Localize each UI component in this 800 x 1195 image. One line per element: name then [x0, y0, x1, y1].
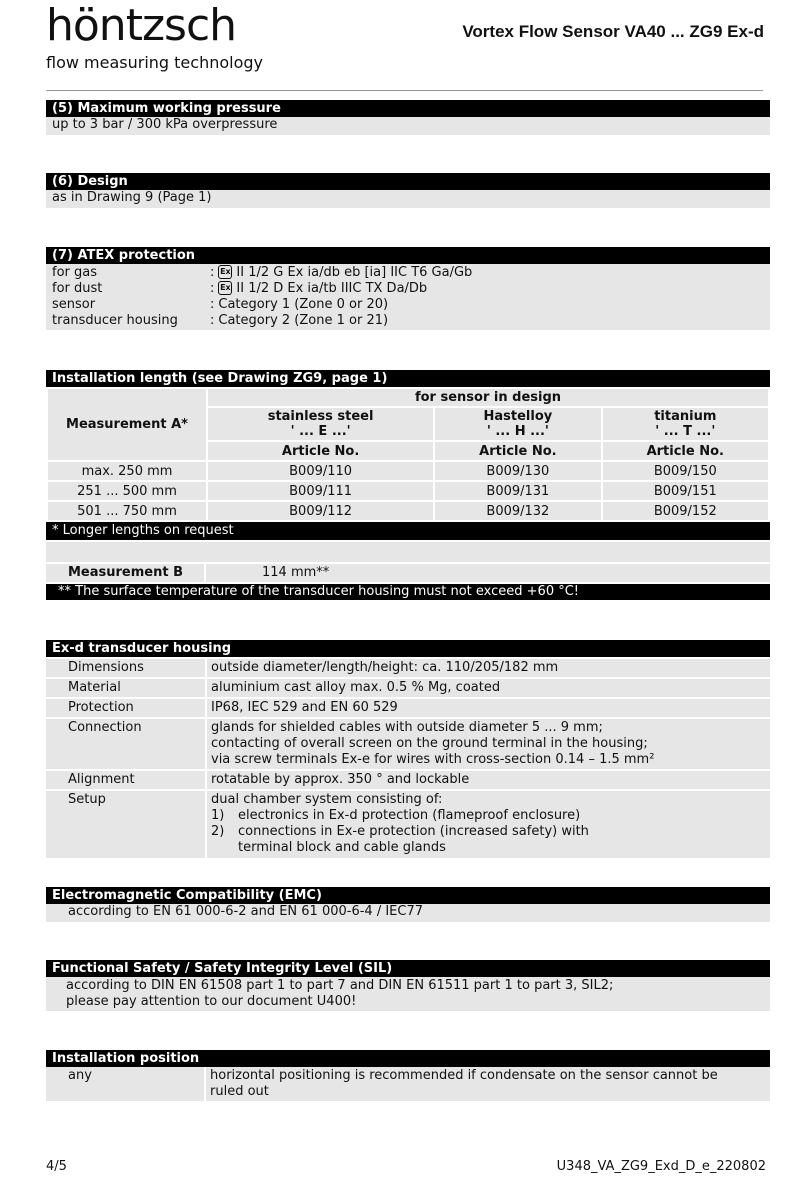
measurement-b-value: 114 mm**	[262, 565, 330, 580]
section-title: (6) Design	[46, 173, 770, 190]
atex-key: sensor	[52, 297, 96, 312]
design-header-steel	[207, 407, 434, 441]
setup-item	[211, 808, 770, 824]
article-no-header: Article No.	[207, 441, 434, 461]
position-line: horizontal positioning is recommended if condensate on the sensor cannot be	[210, 1068, 718, 1083]
atex-row-gas	[52, 265, 770, 281]
design-name: Hastelloy	[483, 409, 553, 424]
atex-value: Category 1 (Zone 0 or 20)	[218, 297, 389, 312]
property-key: any	[46, 1067, 206, 1101]
measurement-b-row	[46, 564, 770, 582]
atex-key: for gas	[52, 265, 97, 280]
design-group-header: for sensor in design	[207, 388, 769, 407]
article-no-header: Article No.	[434, 441, 601, 461]
design-name: stainless steel	[267, 409, 374, 424]
property-key: Alignment	[46, 770, 206, 790]
article-number: B009/111	[207, 481, 434, 501]
table-row	[46, 698, 770, 718]
section-title: (7) ATEX protection	[46, 247, 770, 264]
setup-item-text: terminal block and cable glands	[238, 840, 446, 855]
property-value: rotatable by approx. 350 ° and lockable	[206, 770, 770, 790]
article-number: B009/152	[602, 501, 769, 521]
table-row	[46, 678, 770, 698]
design-name: titanium	[654, 409, 717, 424]
article-number: B009/130	[434, 461, 601, 481]
table-row	[47, 461, 769, 481]
section-installation-position	[46, 1050, 770, 1101]
article-number: B009/110	[207, 461, 434, 481]
atex-row-sensor	[52, 297, 770, 313]
section-design	[46, 173, 770, 208]
article-number: B009/150	[602, 461, 769, 481]
property-key: Protection	[46, 698, 206, 718]
article-number: B009/132	[434, 501, 601, 521]
position-line: ruled out	[210, 1084, 269, 1099]
section-text: according to EN 61 000-6-2 and EN 61 000-6-4 / IEC77	[46, 904, 770, 922]
property-value	[206, 790, 770, 858]
section-transducer-housing	[46, 640, 770, 858]
design-header-hastelloy	[434, 407, 601, 441]
setup-intro: dual chamber system consisting of:	[211, 792, 443, 807]
property-value: outside diameter/length/height: ca. 110/205/182 mm	[206, 658, 770, 678]
surface-temperature-note: ** The surface temperature of the transducer housing must not exceed +60 °C!	[46, 584, 770, 600]
section-title: Electromagnetic Compatibility (EMC)	[46, 887, 770, 904]
document-id: U348_VA_ZG9_Exd_D_e_220802	[556, 1159, 766, 1174]
atex-sep: :	[210, 313, 215, 328]
section-title: Ex-d transducer housing	[46, 640, 770, 657]
section-text	[46, 977, 770, 1011]
table-row	[46, 718, 770, 770]
header-divider	[46, 90, 763, 91]
atex-value: Category 2 (Zone 1 or 21)	[218, 313, 389, 328]
document-title: Vortex Flow Sensor VA40 ... ZG9 Ex-d	[462, 22, 764, 41]
connection-line: glands for shielded cables with outside diameter 5 ... 9 mm;	[211, 720, 603, 735]
length-range: 501 ... 750 mm	[47, 501, 207, 521]
property-value	[206, 718, 770, 770]
position-row	[46, 1067, 770, 1101]
property-key: Setup	[46, 790, 206, 858]
table-row	[46, 770, 770, 790]
atex-row-housing	[52, 313, 770, 329]
table-row	[46, 790, 770, 858]
design-code: ' ... E ...'	[290, 424, 351, 439]
atex-sep: :	[210, 265, 215, 280]
section-max-pressure	[46, 100, 770, 135]
sil-line: please pay attention to our document U400!	[66, 994, 357, 1009]
property-key: Material	[46, 678, 206, 698]
sil-line: according to DIN EN 61508 part 1 to part 7 and DIN EN 61511 part 1 to part 3, SIL2;	[66, 978, 614, 993]
section-emc	[46, 887, 770, 922]
logo-wordmark: höntzsch	[46, 0, 237, 51]
spacer-row	[46, 542, 770, 562]
article-no-header: Article No.	[602, 441, 769, 461]
atex-key: for dust	[52, 281, 103, 296]
article-number: B009/151	[602, 481, 769, 501]
article-number: B009/131	[434, 481, 601, 501]
property-value: aluminium cast alloy max. 0.5 % Mg, coated	[206, 678, 770, 698]
housing-table	[46, 657, 770, 858]
company-logo	[46, 2, 263, 73]
atex-value: II 1/2 G Ex ia/db eb [ia] IIC T6 Ga/Gb	[236, 265, 473, 280]
table-row	[47, 501, 769, 521]
measurement-b-label: Measurement B	[46, 564, 206, 582]
installation-length-table	[46, 387, 770, 522]
atex-list	[46, 264, 770, 330]
design-header-titanium	[602, 407, 769, 441]
section-installation-length	[46, 370, 770, 600]
setup-item-number: 1)	[211, 808, 225, 823]
section-sil	[46, 960, 770, 1011]
atex-row-dust	[52, 281, 770, 297]
section-title: Functional Safety / Safety Integrity Level (SIL)	[46, 960, 770, 977]
setup-item-text: electronics in Ex-d protection (flameproof enclosure)	[238, 808, 581, 823]
longer-lengths-note: * Longer lengths on request	[46, 522, 770, 540]
property-value: IP68, IEC 529 and EN 60 529	[206, 698, 770, 718]
page-number: 4/5	[46, 1159, 67, 1174]
section-atex	[46, 247, 770, 330]
logo-tagline: flow measuring technology	[46, 53, 263, 72]
article-number: B009/112	[207, 501, 434, 521]
connection-line: contacting of overall screen on the ground terminal in the housing;	[211, 736, 648, 751]
section-title: (5) Maximum working pressure	[46, 100, 770, 117]
section-text: up to 3 bar / 300 kPa overpressure	[46, 117, 770, 135]
table-row	[47, 481, 769, 501]
property-value	[206, 1067, 718, 1101]
table-row	[46, 658, 770, 678]
setup-item-number: 2)	[211, 824, 225, 839]
connection-line: via screw terminals Ex-e for wires with cross-section 0.14 – 1.5 mm²	[211, 752, 655, 767]
property-key: Connection	[46, 718, 206, 770]
setup-item-text: connections in Ex-e protection (increased safety) with	[238, 824, 589, 839]
section-title: Installation length (see Drawing ZG9, page 1)	[46, 370, 770, 387]
atex-sep: :	[210, 297, 215, 312]
atex-sep: :	[210, 281, 215, 296]
design-code: ' ... H ...'	[486, 424, 549, 439]
ex-marking-icon: Ex	[218, 281, 232, 295]
atex-key: transducer housing	[52, 313, 178, 328]
length-range: 251 ... 500 mm	[47, 481, 207, 501]
setup-item	[211, 824, 770, 840]
ex-marking-icon: Ex	[218, 265, 232, 279]
design-code: ' ... T ...'	[655, 424, 716, 439]
length-range: max. 250 mm	[47, 461, 207, 481]
atex-value: II 1/2 D Ex ia/tb IIIC TX Da/Db	[236, 281, 428, 296]
section-title: Installation position	[46, 1050, 770, 1067]
property-key: Dimensions	[46, 658, 206, 678]
section-text: as in Drawing 9 (Page 1)	[46, 190, 770, 208]
measurement-a-header: Measurement A*	[47, 388, 207, 461]
